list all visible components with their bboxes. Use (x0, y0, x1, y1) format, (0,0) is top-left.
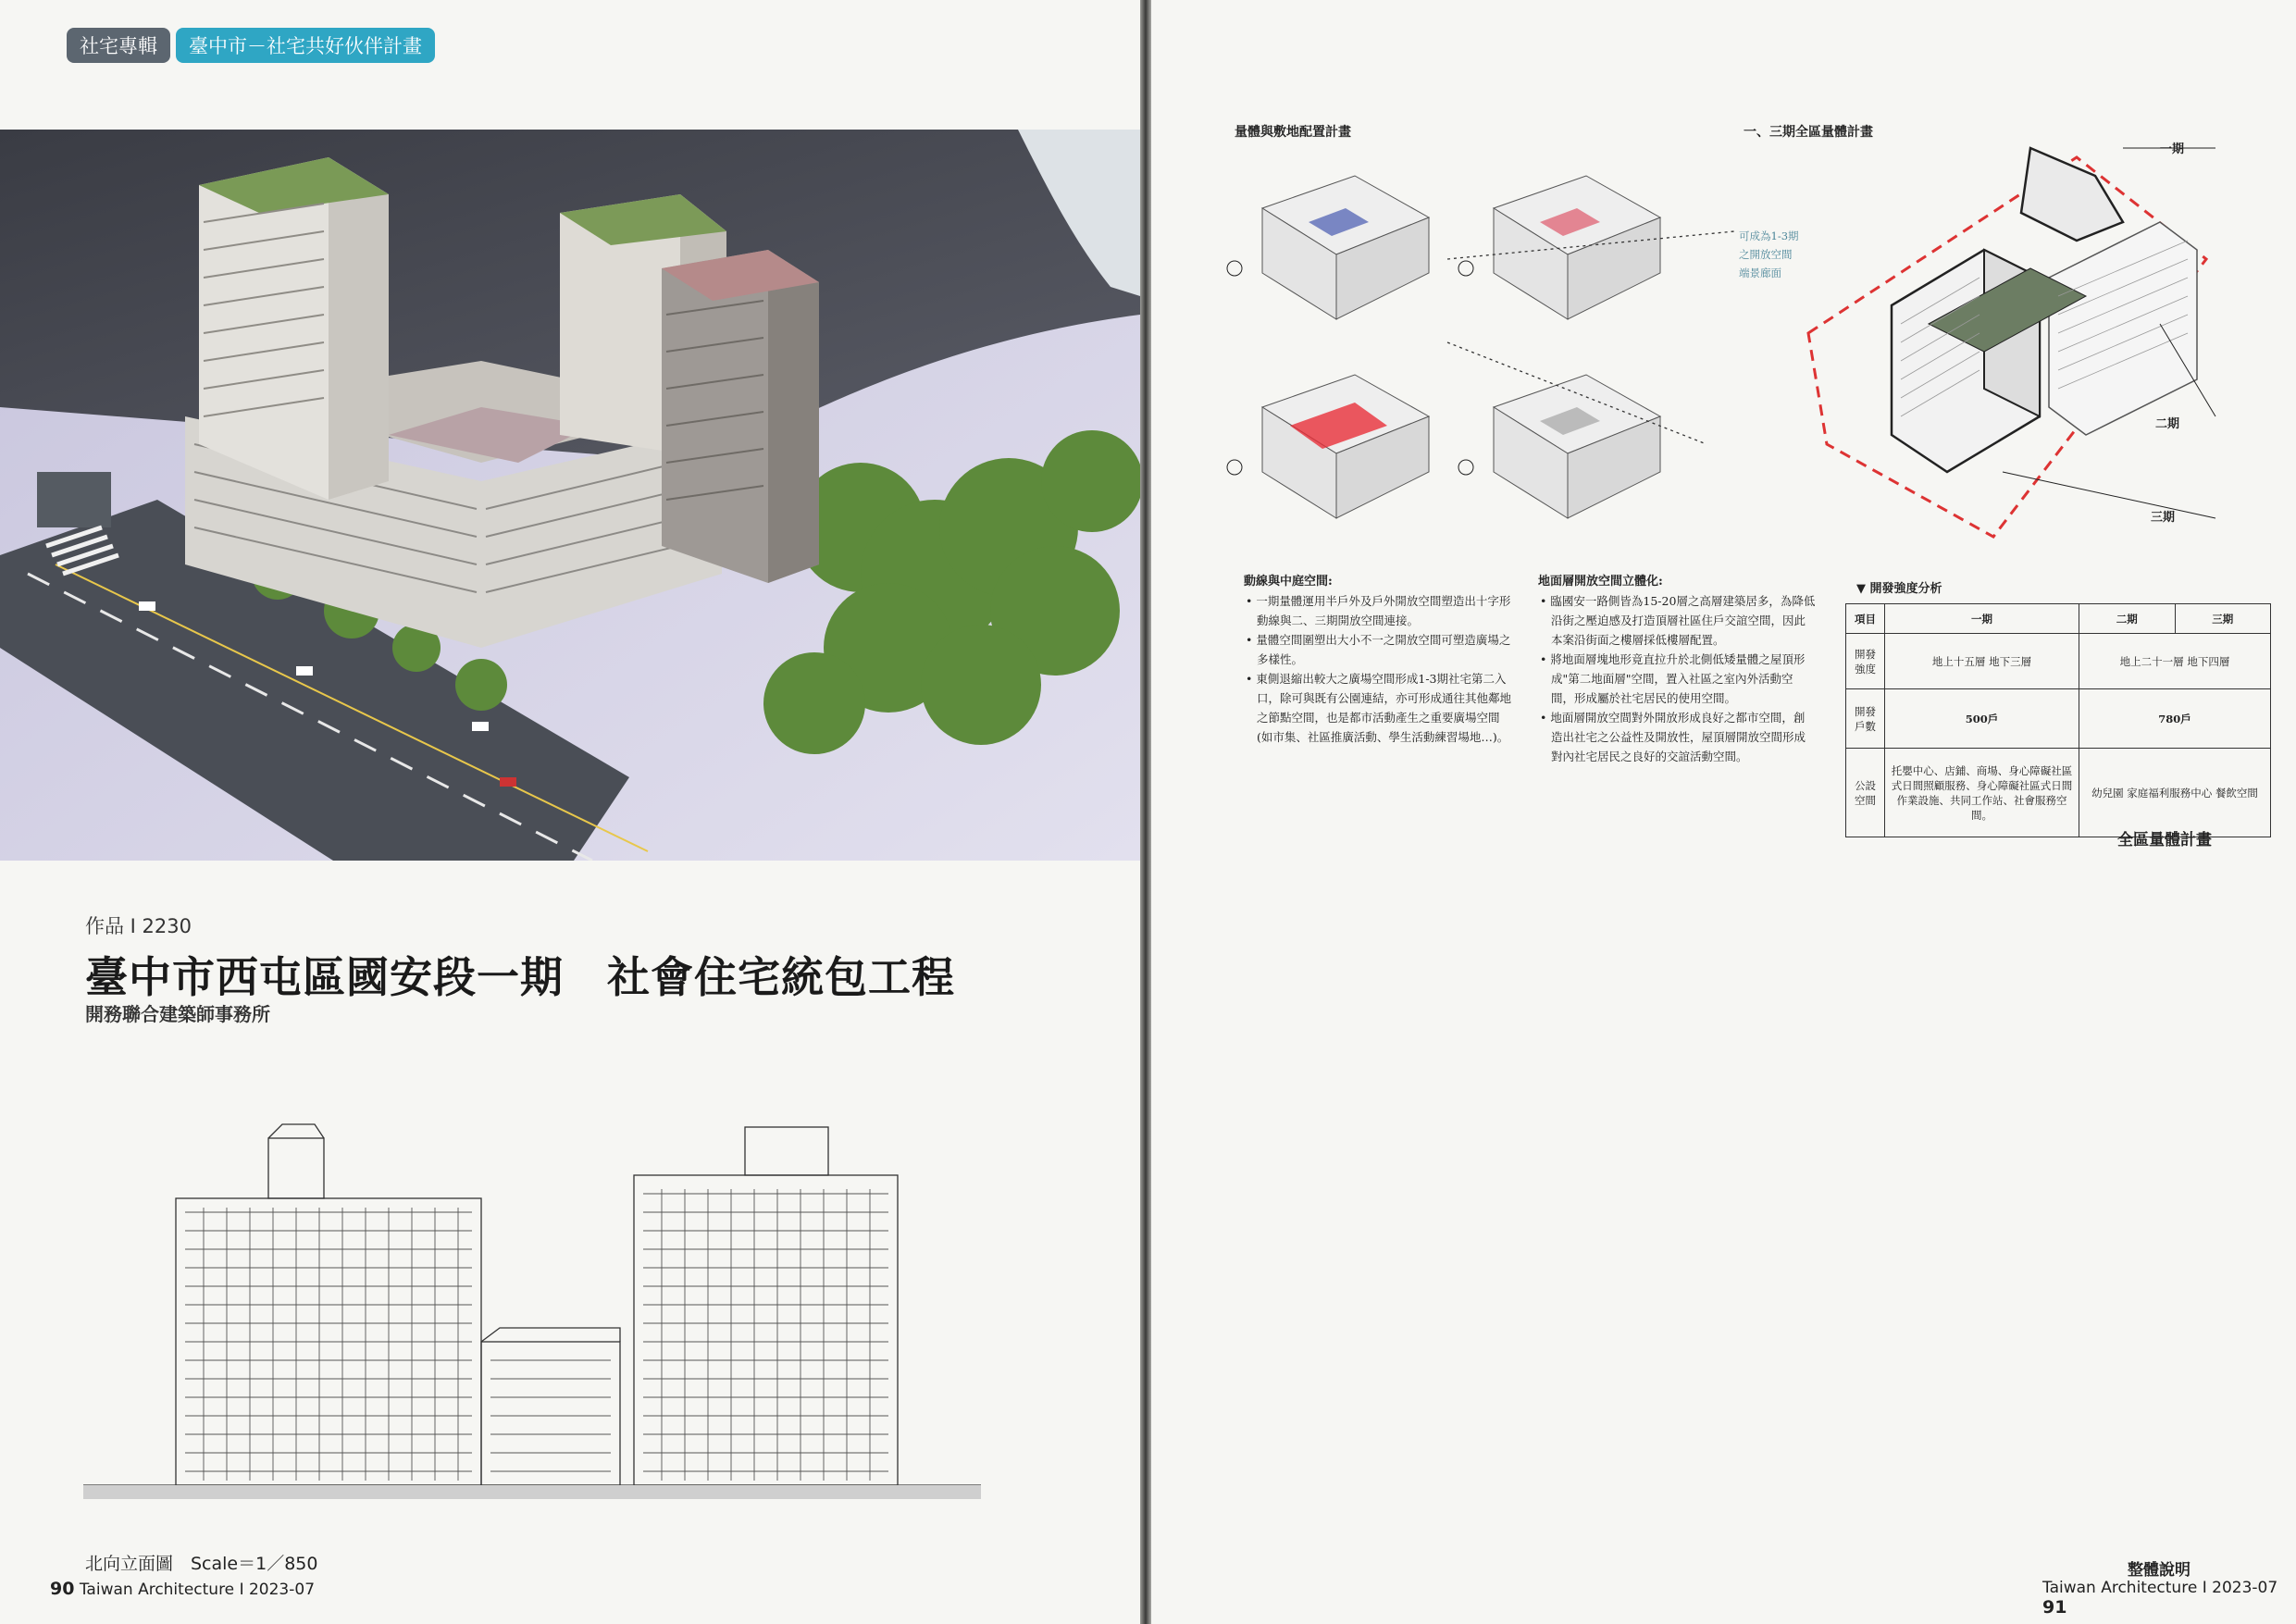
cell-phase1: 500戶 (1885, 689, 2079, 749)
col-phase3: 三期 (2175, 604, 2271, 634)
right-footer (2042, 1579, 2296, 1618)
section-tag: 社宅專輯 (67, 28, 170, 63)
section-tags (67, 28, 435, 63)
footer-separator: I (239, 1581, 244, 1599)
bullet-item: • 量體空間圍塑出大小不一之開放空間可塑造廣場之多樣性。 (1246, 633, 1511, 666)
row-label: 開發戶數 (1846, 689, 1885, 749)
col-phase1: 一期 (1885, 604, 2079, 634)
massing-plan-caption: 全區量體計畫 (2117, 831, 2212, 849)
phases-caption: 一、三期全區量體計畫 (1744, 125, 1873, 140)
magazine-name: Taiwan Architecture (79, 1581, 235, 1599)
table-title: ▼ 開發強度分析 (1856, 582, 1942, 596)
massing-caption: 量體與敷地配置計畫 (1235, 125, 1351, 140)
leader-lines (1429, 222, 1744, 444)
phase-note (1739, 227, 1799, 282)
elevation-caption: 北向立面圖 Scale＝1／850 (85, 1554, 318, 1574)
development-intensity-table (1845, 578, 2271, 837)
phase1-label: 一期 (2160, 143, 2185, 156)
col-phase2: 二期 (2079, 604, 2176, 634)
bullet-item: • 將地面層塊地形竟直拉升於北側低矮量體之屋頂形成"第二地面層"空間，置入社區之室內外活動空間，形成屬於社宅居民的使用空間。 (1540, 652, 1806, 705)
overall-caption: 整體說明 (2128, 1561, 2191, 1580)
col-item: 項目 (1846, 604, 1885, 634)
phase3-label: 三期 (2151, 511, 2176, 525)
cell-phase23: 780戶 (2079, 689, 2271, 749)
phase2-label: 二期 (2155, 417, 2180, 431)
row-label: 開發強度 (1846, 634, 1885, 689)
page-number: 90 (50, 1579, 75, 1599)
north-elevation-drawing (83, 1120, 981, 1499)
bullet-item: • 東側退縮出較大之廣場空間形成1-3期社宅第二入口，除可與既有公園連結，亦可形成通往其他鄰地之節點空間，也是都市活動產生之重要廣場空間(如市集、社區推廣活動、學生活動練習場地…)。 (1246, 672, 1512, 744)
magazine-name: Taiwan Architecture (2042, 1579, 2198, 1597)
phase-note-line: 之開放空間 (1739, 248, 1793, 261)
cell-phase1: 地上十五層 地下三層 (1885, 634, 2079, 689)
page-number: 91 (2042, 1597, 2067, 1618)
ground-floor-section (1538, 572, 1816, 766)
bullet-item: • 一期量體運用半戶外及戶外開放空間塑造出十字形動線與二、三期開放空間連接。 (1246, 594, 1511, 627)
bullet-item: • 臨國安一路側皆為15-20層之高層建築居多，為降低沿街之壓迫感及打造頂層社區住戶交誼空間，因此本案沿街面之樓層採低樓層配置。 (1540, 594, 1816, 647)
section-heading: 地面層開放空間立體化: (1538, 575, 1663, 589)
cell-phase23: 地上二十一層 地下四層 (2079, 634, 2271, 689)
massing-diagram-1 (1216, 171, 1438, 333)
topic-tag: 臺中市－社宅共好伙伴計畫 (176, 28, 435, 63)
phase-note-line: 端景廊面 (1739, 267, 1781, 279)
cell-phase23: 幼兒園 家庭福利服務中心 餐飲空間 (2079, 749, 2271, 837)
work-number: 作品 I 2230 (85, 915, 192, 937)
issue-date: 2023-07 (248, 1581, 316, 1599)
project-title: 臺中市西屯區國安段一期 社會住宅統包工程 (85, 952, 955, 1002)
cell-phase1: 托嬰中心、店鋪、商場、身心障礙社區式日間照顧服務、身心障礙社區式日間作業設施、共同工作站、社會服務空間。 (1885, 749, 2079, 837)
left-footer (50, 1579, 315, 1599)
left-page (0, 0, 1140, 1624)
circulation-section (1244, 572, 1512, 747)
architect-firm: 開務聯合建築師事務所 (85, 1003, 270, 1025)
page-gutter (1140, 0, 1151, 1624)
footer-separator: I (2202, 1579, 2207, 1597)
massing-diagram-3 (1216, 370, 1438, 532)
issue-date: 2023-07 (2212, 1579, 2278, 1597)
bullet-item: • 地面層開放空間對外開放形成良好之都市空間，創造出社宅之公益性及開放性，屋頂層開放空間形成對內社宅居民之良好的交誼活動空間。 (1540, 711, 1806, 763)
section-heading: 動線與中庭空間: (1244, 575, 1333, 589)
aerial-render (0, 130, 1140, 861)
phases-diagram (1771, 139, 2234, 546)
phase-note-line: 可成為1-3期 (1739, 229, 1799, 242)
row-label: 公設空間 (1846, 749, 1885, 837)
right-page (1151, 0, 2296, 1624)
